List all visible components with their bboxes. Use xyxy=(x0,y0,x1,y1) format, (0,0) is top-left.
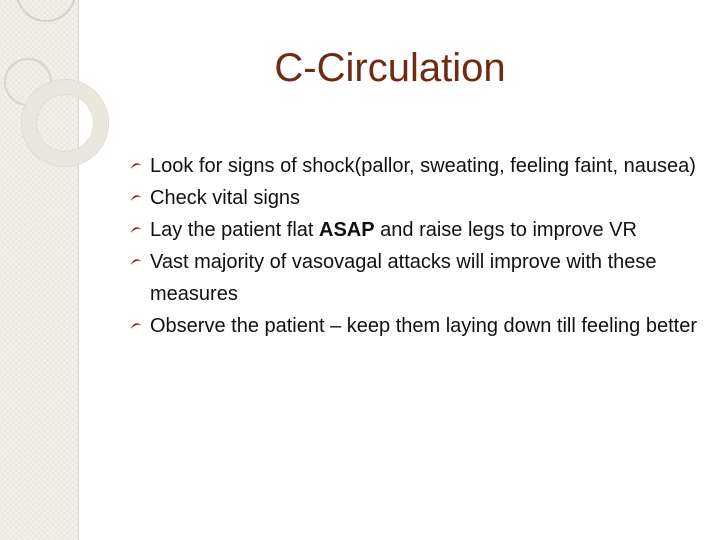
bullet-item xyxy=(128,150,698,182)
bullet-text-segment: Look for signs of shock(pallor, sweating, feeling faint, nausea) xyxy=(150,155,696,177)
curl-bullet-icon xyxy=(130,320,142,332)
bullet-item xyxy=(128,214,698,246)
bullet-text-segment: Vast majority of vasovagal attacks will improve with these measures xyxy=(150,251,657,305)
bullet-text-bold: ASAP xyxy=(319,219,375,241)
curl-bullet-icon xyxy=(130,256,142,268)
curl-bullet-icon xyxy=(130,224,142,236)
bullet-text xyxy=(150,219,637,241)
bullet-list xyxy=(128,150,698,342)
bullet-text xyxy=(150,251,657,305)
bullet-text xyxy=(150,155,696,177)
bullet-item xyxy=(128,182,698,214)
bullet-text-segment: Check vital signs xyxy=(150,187,301,209)
curl-bullet-icon xyxy=(130,160,142,172)
bullet-item xyxy=(128,246,698,310)
curl-bullet-icon xyxy=(130,192,142,204)
decorative-ring-main xyxy=(22,80,108,166)
slide-title: C-Circulation xyxy=(274,46,506,90)
bullet-text-segment: Observe the patient – keep them laying down till feeling better xyxy=(150,315,697,337)
bullet-text-segment: and raise legs to improve VR xyxy=(374,219,637,241)
bullet-text-segment: Lay the patient flat xyxy=(150,219,320,241)
bullet-text xyxy=(150,187,300,209)
bullet-text xyxy=(150,315,697,337)
bullet-item xyxy=(128,310,698,342)
decorative-ring-top xyxy=(16,0,76,22)
